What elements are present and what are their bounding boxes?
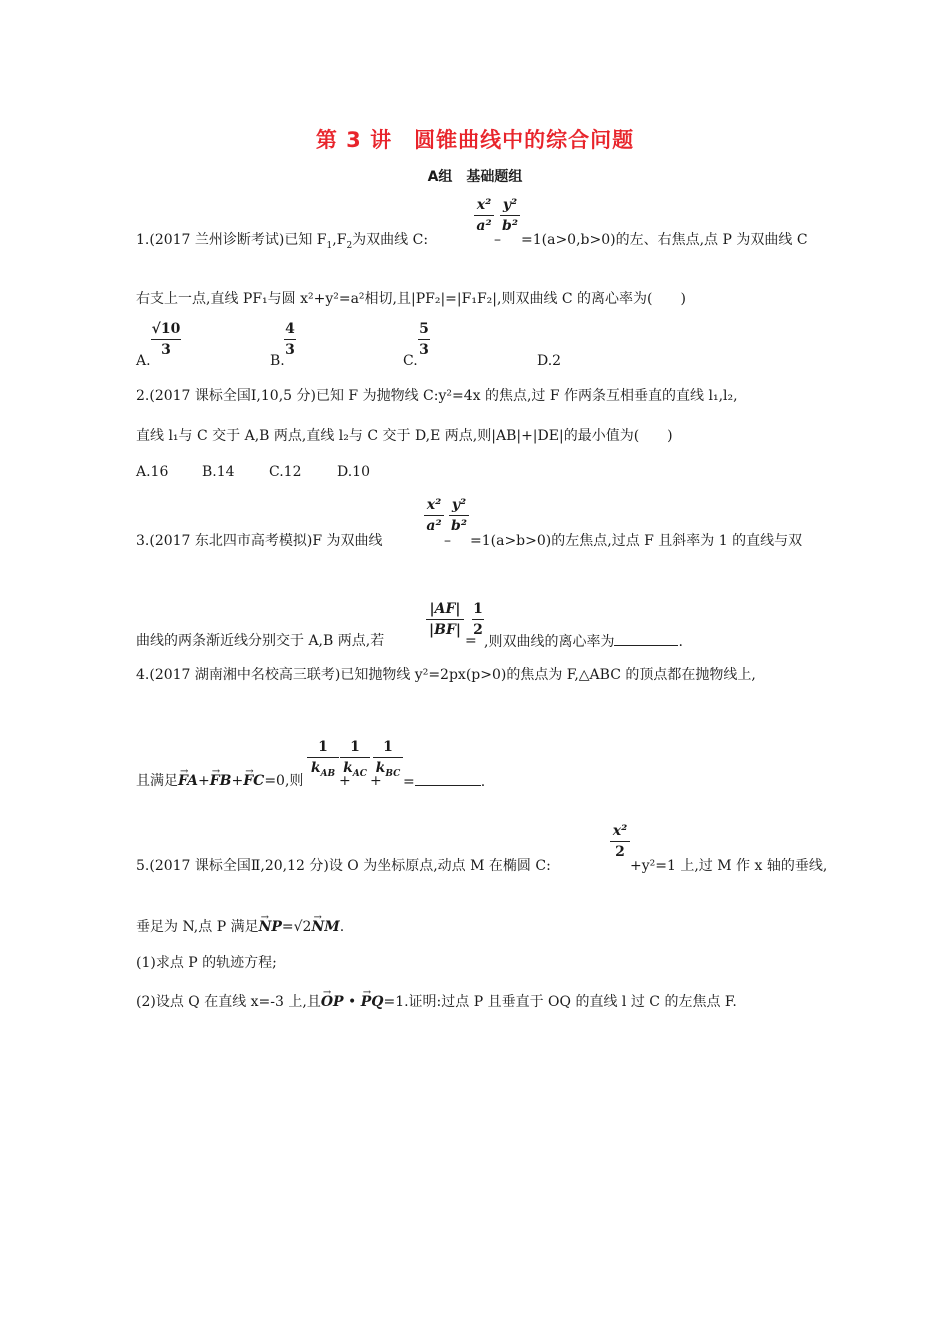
q2-option-b: B.14 [202, 464, 235, 480]
q3-half-fraction: 1 2 [473, 601, 483, 638]
q2-option-c: C.12 [269, 464, 302, 480]
q1-line-1: 1.(2017 兰州诊断考试)已知 $F_1,F_2$为双曲线 C: [136, 232, 429, 251]
q1-option-a-label: A. [136, 353, 151, 369]
q3-minus: – [444, 533, 451, 549]
vector-pq: → PQ [361, 994, 384, 1010]
vector-fc: → FC [243, 773, 264, 789]
page-title: 第 3 讲 圆锥曲线中的综合问题 [315, 128, 635, 152]
q1-fraction-x2-a2: x² a² [474, 196, 494, 235]
q5-part-2: (2)设点 Q 在直线 x=-3 上,且→ OP • → PQ=1.证明:过点 P 且垂直于 OQ 的直线 l 过 C 的左焦点 F. [136, 994, 737, 1010]
q3-line-2: 曲线的两条渐近线分别交于 A,B 两点,若 [136, 633, 385, 649]
q3-fraction-x2-a2: x² a² [424, 496, 444, 535]
q4-line-1: 4.(2017 湖南湘中名校高三联考)已知抛物线 y²=2px(p>0)的焦点为 F,△ABC 的顶点都在抛物线上, [136, 667, 756, 683]
vector-fa: → FA [178, 773, 198, 789]
vector-op: → OP [321, 994, 344, 1010]
q1-option-d: D.2 [537, 353, 562, 369]
q4-plus-1: + [339, 773, 351, 789]
q5-part-1: (1)求点 P 的轨迹方程; [136, 955, 277, 971]
q2-line-1: 2.(2017 课标全国Ⅰ,10,5 分)已知 F 为抛物线 C:y²=4x 的焦点,过 F 作两条互相垂直的直线 l₁,l₂, [136, 388, 738, 404]
q5-line-1-end: +y²=1 上,过 M 作 x 轴的垂线, [630, 858, 828, 874]
vector-nm: → NM [311, 919, 339, 935]
q4-line-2-end: = . [403, 774, 486, 790]
q4-fraction-k-bc: 1 $k_{BC}$ [373, 738, 403, 783]
answer-blank[interactable] [415, 773, 481, 786]
q3-line-1: 3.(2017 东北四市高考模拟)F 为双曲线 [136, 533, 383, 549]
q3-line-1-end: =1(a>b>0)的左焦点,过点 F 且斜率为 1 的直线与双 [470, 533, 803, 549]
q4-plus-2: + [370, 773, 382, 789]
vector-fb: → FB [210, 773, 232, 789]
q2-option-a: A.16 [136, 464, 169, 480]
q3-fraction-y2-b2: y² b² [449, 496, 469, 535]
q1-option-c-fraction: 5 3 [419, 321, 429, 358]
q5-line-1: 5.(2017 课标全国Ⅱ,20,12 分)设 O 为坐标原点,动点 M 在椭圆 C: [136, 858, 551, 874]
group-heading: A组 基础题组 [427, 169, 523, 185]
vector-np: → NP [259, 919, 282, 935]
answer-blank[interactable] [614, 633, 678, 646]
q2-line-2: 直线 l₁与 C 交于 A,B 两点,直线 l₂与 C 交于 D,E 两点,则|AB|+|DE|的最小值为( ) [136, 428, 673, 444]
q1-fraction-y2-b2: y² b² [500, 196, 520, 235]
q1-option-b-fraction: 4 3 [285, 321, 295, 358]
q1-option-b-label: B. [270, 353, 285, 369]
q3-equals: = [465, 633, 477, 649]
q4-fraction-k-ac: 1 $k_{AC}$ [340, 738, 370, 783]
q1-line-2: 右支上一点,直线 PF₁与圆 x²+y²=a²相切,且|PF₂|=|F₁F₂|,则双曲线 C 的离心率为( ) [136, 291, 686, 307]
q1-minus: – [494, 232, 501, 248]
q3-ratio-fraction: |AF| |BF| [426, 600, 464, 639]
q5-fraction-x2-2: x² 2 [610, 822, 630, 861]
q3-line-2-end: ,则双曲线的离心率为 . [484, 634, 683, 650]
q5-line-2: 垂足为 N,点 P 满足→ NP=√2→ NM. [136, 919, 344, 935]
q1-line-1-end: =1(a>0,b>0)的左、右焦点,点 P 为双曲线 C [521, 232, 808, 248]
q1-option-c-label: C. [403, 353, 418, 369]
q2-option-d: D.10 [337, 464, 370, 480]
q1-option-a-fraction: √10 3 [151, 321, 181, 358]
q4-line-2: 且满足→ FA+→ FB+→ FC=0,则 [136, 773, 303, 789]
q4-fraction-k-ab: 1 $k_{AB}$ [307, 738, 339, 783]
